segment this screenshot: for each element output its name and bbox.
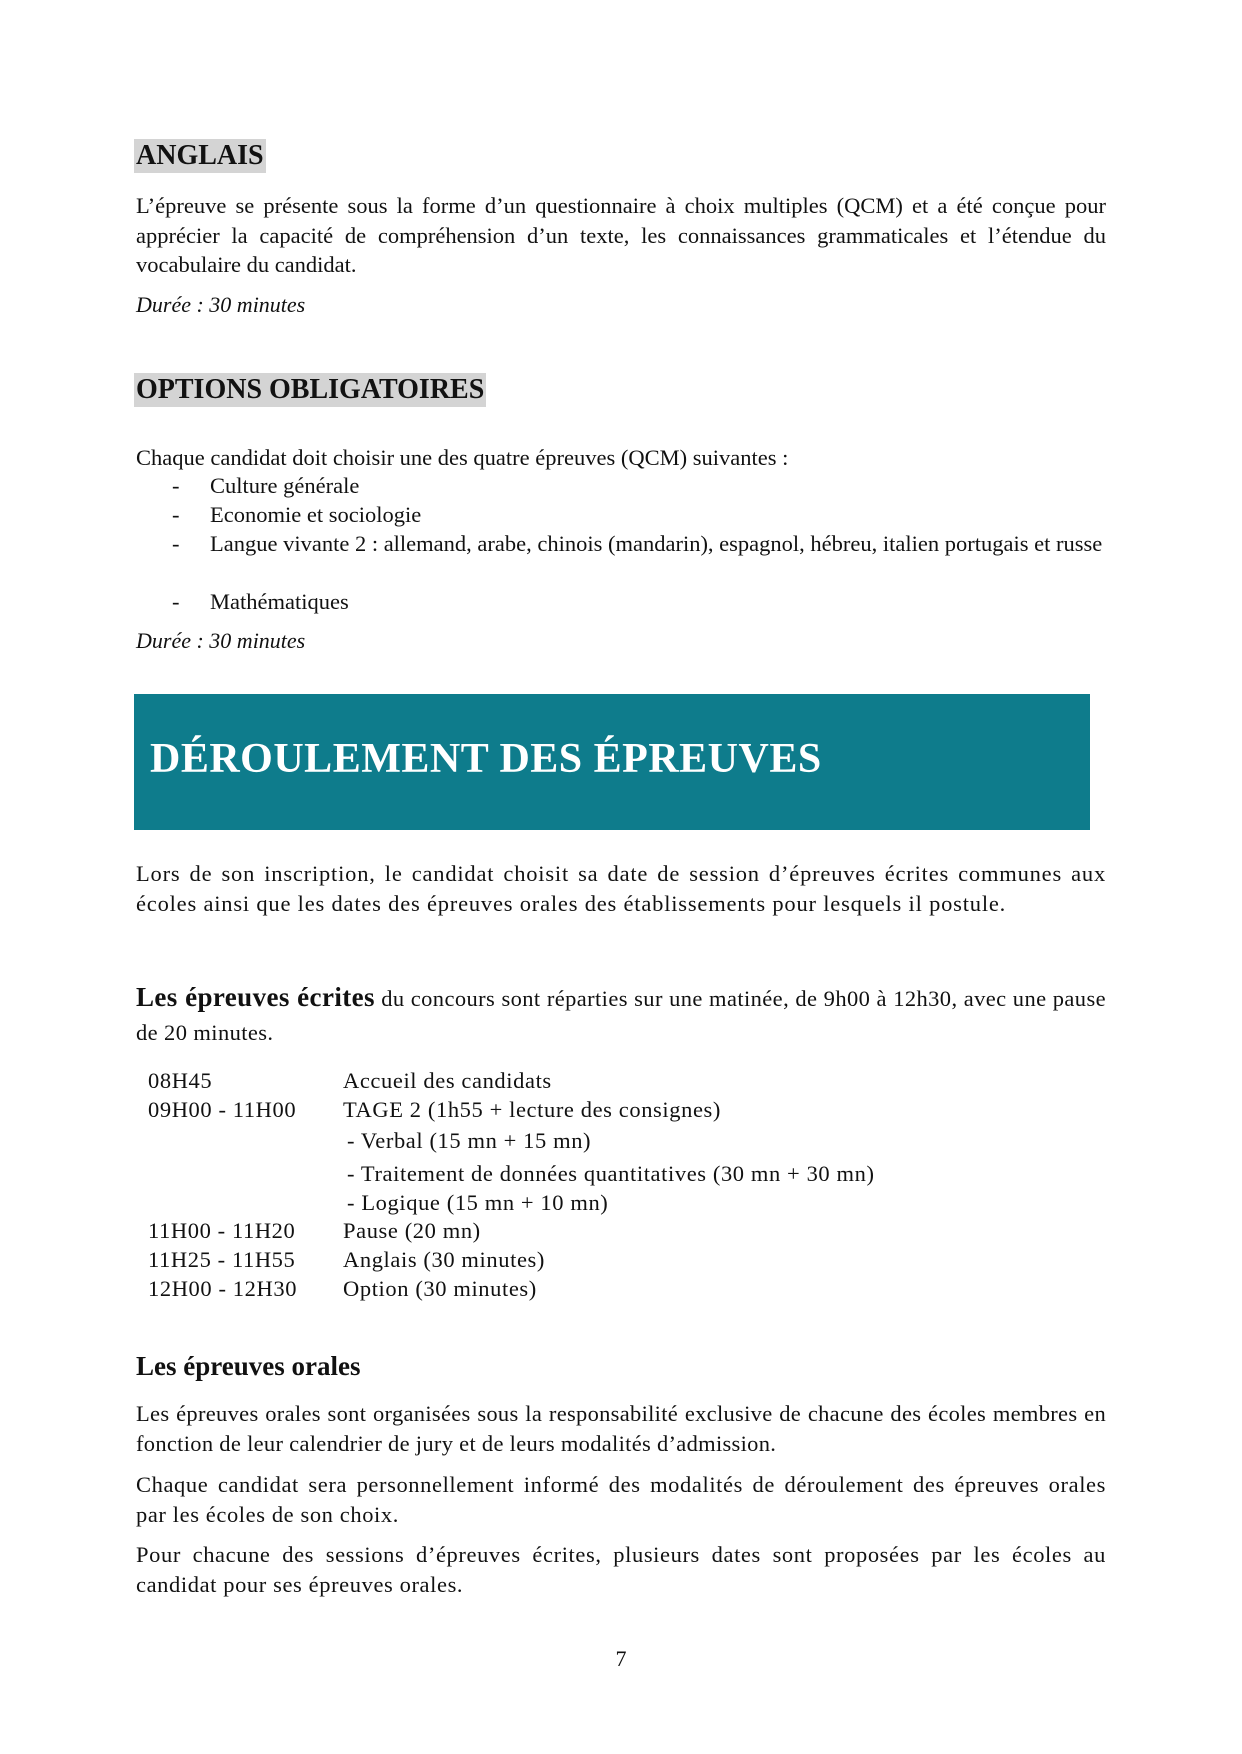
schedule-time: 09H00 - 11H00 — [148, 1097, 297, 1122]
schedule-time: 12H00 - 12H30 — [148, 1276, 298, 1301]
schedule-activity: Pause (20 mn) — [343, 1218, 481, 1243]
schedule-activity: Option (30 minutes) — [343, 1276, 537, 1301]
options-heading: OPTIONS OBLIGATOIRES — [136, 374, 485, 405]
table-row — [148, 1066, 1108, 1095]
option-item-label: Culture générale — [210, 473, 360, 498]
options-duree: Durée : 30 minutes — [136, 628, 306, 653]
schedule-time: 11H00 - 11H20 — [148, 1218, 296, 1243]
schedule-table — [148, 1066, 1108, 1306]
schedule-activity: Anglais (30 minutes) — [343, 1247, 545, 1272]
anglais-duree: Durée : 30 minutes — [136, 292, 306, 317]
tage-subitem: - Traitement de données quantitatives (30 mn + 30 mn) — [347, 1161, 875, 1186]
list-item — [136, 529, 1106, 587]
table-row — [148, 1095, 1108, 1124]
ecrites-lead: Les épreuves écrites — [136, 982, 375, 1012]
anglais-heading: ANGLAIS — [136, 140, 264, 171]
tage-subitem: - Verbal (15 mn + 15 mn) — [347, 1128, 592, 1153]
list-item — [136, 587, 1106, 616]
bullet-dash: - — [172, 589, 180, 614]
schedule-time: 08H45 — [148, 1068, 213, 1093]
table-row — [148, 1245, 1108, 1274]
option-item-label: Mathématiques — [210, 589, 349, 614]
page-number: 7 — [615, 1646, 627, 1671]
orales-paragraph: Pour chacune des sessions d’épreuves écrites, plusieurs dates sont proposées par les écoles au candidat pour ses épreuves orales. — [136, 1542, 1106, 1597]
deroulement-intro: Lors de son inscription, le candidat choisit sa date de session d’épreuves écrites communes aux écoles ainsi que les dates des épreuves orales des établissements pour lesquels il postule. — [136, 861, 1106, 916]
options-intro: Chaque candidat doit choisir une des quatre épreuves (QCM) suivantes : — [136, 445, 789, 470]
bullet-dash: - — [172, 502, 180, 527]
tage-subitem: - Logique (15 mn + 10 mn) — [347, 1190, 609, 1215]
banner-title: DÉROULEMENT DES ÉPREUVES — [150, 736, 822, 782]
list-item — [136, 500, 1106, 529]
option-item-label: Economie et sociologie — [210, 502, 422, 527]
schedule-activity: TAGE 2 (1h55 + lecture des consignes) — [343, 1097, 721, 1122]
section-banner — [134, 694, 1090, 830]
ecrites-paragraph — [136, 980, 1106, 1050]
orales-heading: Les épreuves orales — [136, 1351, 361, 1381]
orales-paragraph: Chaque candidat sera personnellement informé des modalités de déroulement des épreuves orales par les écoles de son choix. — [136, 1472, 1106, 1527]
schedule-time: 11H25 - 11H55 — [148, 1247, 296, 1272]
anglais-paragraph: L’épreuve se présente sous la forme d’un questionnaire à choix multiples (QCM) et a été conçue pour apprécier la capacité de compréhension d’un texte, les connaissances grammaticales et l’étendue du vocabulaire du candidat. — [136, 193, 1106, 277]
option-item-label: Langue vivante 2 : allemand, arabe, chinois (mandarin), espagnol, hébreu, italien portugais et russe — [210, 531, 1103, 556]
bullet-dash: - — [172, 473, 180, 498]
ecrites-text: du concours sont réparties sur une matinée, de 9h00 à 12h30, avec une pause de 20 minutes. — [136, 986, 1106, 1045]
bullet-dash: - — [172, 531, 180, 556]
list-item — [136, 471, 1106, 500]
table-row — [148, 1274, 1108, 1303]
orales-paragraph: Les épreuves orales sont organisées sous la responsabilité exclusive de chacune des écoles membres en fonction de leur calendrier de jury et de leurs modalités d’admission. — [136, 1401, 1106, 1456]
schedule-activity: Accueil des candidats — [343, 1068, 552, 1093]
table-row — [148, 1216, 1108, 1245]
